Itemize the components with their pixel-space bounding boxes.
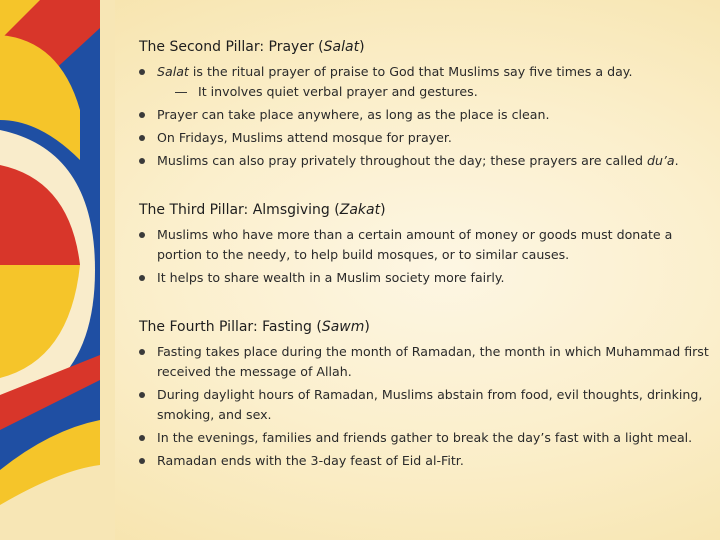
list-item [139, 225, 709, 265]
heading-term: Sawm [321, 319, 365, 335]
item-term: Salat [157, 64, 189, 79]
item-text: Fasting takes place during the month of Ramadan, the month in which Muhammad first received the message of Allah. [157, 344, 709, 379]
list-item [139, 451, 709, 471]
item-text: is the ritual prayer of praise to God that Muslims say five times a day. [188, 64, 633, 79]
item-text: During daylight hours of Ramadan, Muslims abstain from food, evil thoughts, drinking, smoking, and sex. [157, 387, 703, 422]
bullet-list-fasting [139, 342, 709, 471]
list-item [139, 62, 709, 82]
item-text: Ramadan ends with the 3-day feast of Eid al-Fitr. [157, 453, 464, 468]
item-text: Muslims can also pray privately throughout the day; these prayers are called [157, 153, 647, 168]
decorative-side-graphic [0, 0, 115, 540]
heading-term: Salat [323, 39, 360, 55]
list-item [139, 428, 709, 448]
list-item [139, 268, 709, 288]
item-text: . [674, 153, 679, 168]
item-text: On Fridays, Muslims attend mosque for prayer. [157, 130, 452, 145]
list-item [139, 105, 709, 125]
heading-term: Zakat [339, 202, 381, 218]
heading-text: The Fourth Pillar: Fasting [139, 319, 312, 335]
list-item [139, 385, 709, 425]
sub-list-item [139, 82, 709, 102]
bullet-list-almsgiving [139, 225, 709, 288]
list-item [139, 128, 709, 148]
item-text: Prayer can take place anywhere, as long as the place is clean. [157, 107, 550, 122]
section-heading-fasting: The Fourth Pillar: Fasting (Sawm) [139, 319, 370, 335]
heading-text: The Second Pillar: Prayer [139, 39, 314, 55]
item-term: du’a [646, 153, 675, 168]
bullet-list-prayer [139, 62, 709, 171]
list-item [139, 151, 709, 171]
slide-content [139, 38, 709, 471]
item-text: In the evenings, families and friends gather to break the day’s fast with a light meal. [157, 430, 693, 445]
section-heading-prayer: The Second Pillar: Prayer (Salat) [139, 39, 365, 55]
item-text: Muslims who have more than a certain amount of money or goods must donate a portion to the needy, to help build mosques, or to similar causes. [157, 227, 673, 262]
section-heading-almsgiving: The Third Pillar: Almsgiving (Zakat) [139, 202, 386, 218]
item-text: It helps to share wealth in a Muslim society more fairly. [157, 270, 505, 285]
heading-text: The Third Pillar: Almsgiving [139, 202, 330, 218]
list-item [139, 342, 709, 382]
item-text: It involves quiet verbal prayer and gestures. [198, 84, 478, 99]
